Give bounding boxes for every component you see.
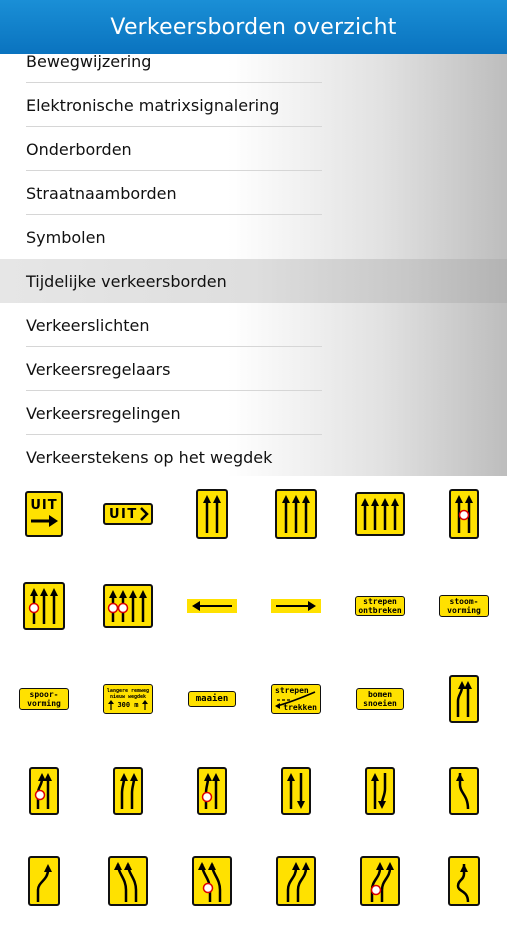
arrow-right-icon [29,513,59,529]
sign-three-lanes-speed[interactable] [2,561,86,651]
arrow-up-icon [108,700,114,710]
list-item-label: Symbolen [26,227,106,247]
s-curve-icon [452,860,476,902]
sign-uit-arrow[interactable] [2,469,86,559]
list-item-onderborden[interactable] [0,127,507,171]
sign-text: strepen [363,597,397,606]
two-lanes-speed-icon [452,493,476,535]
sign-lanes-merge-right[interactable] [422,654,506,744]
list-item-symbolen[interactable] [0,215,507,259]
sign-text: snoeien [363,699,397,708]
sign-text: ontbreken [358,606,402,615]
lanes-shift-left-icon [116,771,140,811]
list-item-label: Bewegwijzering [26,54,152,71]
sign-grid [0,476,507,900]
three-lanes-speed-icon [27,586,61,626]
list-item-straatnaamborden[interactable] [0,171,507,215]
sign-text: strepen [275,686,309,695]
list-item-label: Onderborden [26,139,132,159]
sign-text: spoor- [29,690,59,699]
sign-text: langere remweg [106,688,150,694]
chevron-right-icon [139,506,149,522]
two-way-icon [284,771,308,811]
sign-text: UIT [109,506,138,522]
sign-lanes-shift-speed[interactable] [170,746,254,836]
sign-lanes-curve-left[interactable] [86,836,170,926]
sign-four-lanes[interactable] [338,469,422,559]
lanes-curve-left-speed-icon [196,860,228,902]
lanes-curve-right-icon [280,860,312,902]
arrow-left-icon [190,600,234,612]
sign-text: maaien [195,693,229,704]
sign-text: nieuw wegdek [109,694,147,700]
list-item-tijdelijke-verkeersborden[interactable] [0,259,507,303]
sign-text: UIT [30,498,58,513]
list-item-label: Verkeerslichten [26,315,150,335]
list-item-matrixsignalering[interactable] [0,83,507,127]
arrow-right-icon [274,600,318,612]
arrow-up-icon [142,700,148,710]
list-item-label: Verkeersregelaars [26,359,171,379]
list-item-bewegwijzering[interactable] [0,54,507,83]
lane-curve-right-icon [32,860,56,902]
sign-maaien[interactable] [170,654,254,744]
four-lanes-up-icon [358,496,402,532]
two-way-curve-icon [368,771,392,811]
sign-three-lanes[interactable] [254,469,338,559]
sign-strepen-ontbreken[interactable] [338,561,422,651]
sign-lane-curve-right[interactable] [2,836,86,926]
sign-arrow-left[interactable] [170,561,254,651]
sign-text: bomen [367,690,393,699]
lanes-curve-left-icon [112,860,144,902]
sign-arrow-right[interactable] [254,561,338,651]
sign-lanes-curve-right-speed[interactable] [338,836,422,926]
list-item-verkeersregelaars[interactable] [0,347,507,391]
sign-text: 300 m [117,700,139,709]
sign-text: vorming [447,606,481,615]
single-lane-curve-icon [452,771,476,811]
page-title: Verkeersborden overzicht [110,14,397,40]
sign-four-lanes-speed[interactable] [86,561,170,651]
sign-langere-remweg[interactable] [86,654,170,744]
sign-two-way-curve[interactable] [338,746,422,836]
sign-lanes-curve-left-speed[interactable] [170,836,254,926]
three-lanes-up-icon [279,493,313,535]
sign-lanes-curve-right[interactable] [254,836,338,926]
two-lanes-up-icon [200,493,224,535]
lanes-shift-speed-icon [200,771,224,811]
lanes-curve-right-speed-icon [364,860,396,902]
sign-single-lane-curve[interactable] [422,746,506,836]
sign-stoomvorming[interactable] [422,561,506,651]
sign-s-curve[interactable] [422,836,506,926]
list-item-label: Tijdelijke verkeersborden [26,271,227,291]
sign-lanes-curve-speed[interactable] [2,746,86,836]
list-item-verkeersregelingen[interactable] [0,391,507,435]
list-item-label: Straatnaamborden [26,183,177,203]
lanes-curve-icon [452,679,476,719]
four-lanes-speed-icon [106,588,150,624]
sign-text: vorming [27,699,61,708]
sign-two-lanes-speed[interactable] [422,469,506,559]
sign-two-way-traffic[interactable] [254,746,338,836]
sign-text: trekken [283,703,317,712]
list-item-label: Verkeersregelingen [26,403,181,423]
sign-lanes-shift-left[interactable] [86,746,170,836]
list-item-label: Verkeerstekens op het wegdek [26,447,273,467]
sign-spoorvorming[interactable] [2,654,86,744]
app-header [0,0,507,54]
sign-uit-plate[interactable] [86,469,170,559]
list-item-label: Elektronische matrixsignalering [26,95,280,115]
category-list[interactable] [0,54,507,476]
sign-strepen-trekken[interactable] [254,654,338,744]
sign-text: stoom- [449,597,479,606]
sign-two-lanes[interactable] [170,469,254,559]
lanes-curve-speed-icon [32,771,56,811]
sign-bomen-snoeien[interactable] [338,654,422,744]
list-item-verkeerslichten[interactable] [0,303,507,347]
